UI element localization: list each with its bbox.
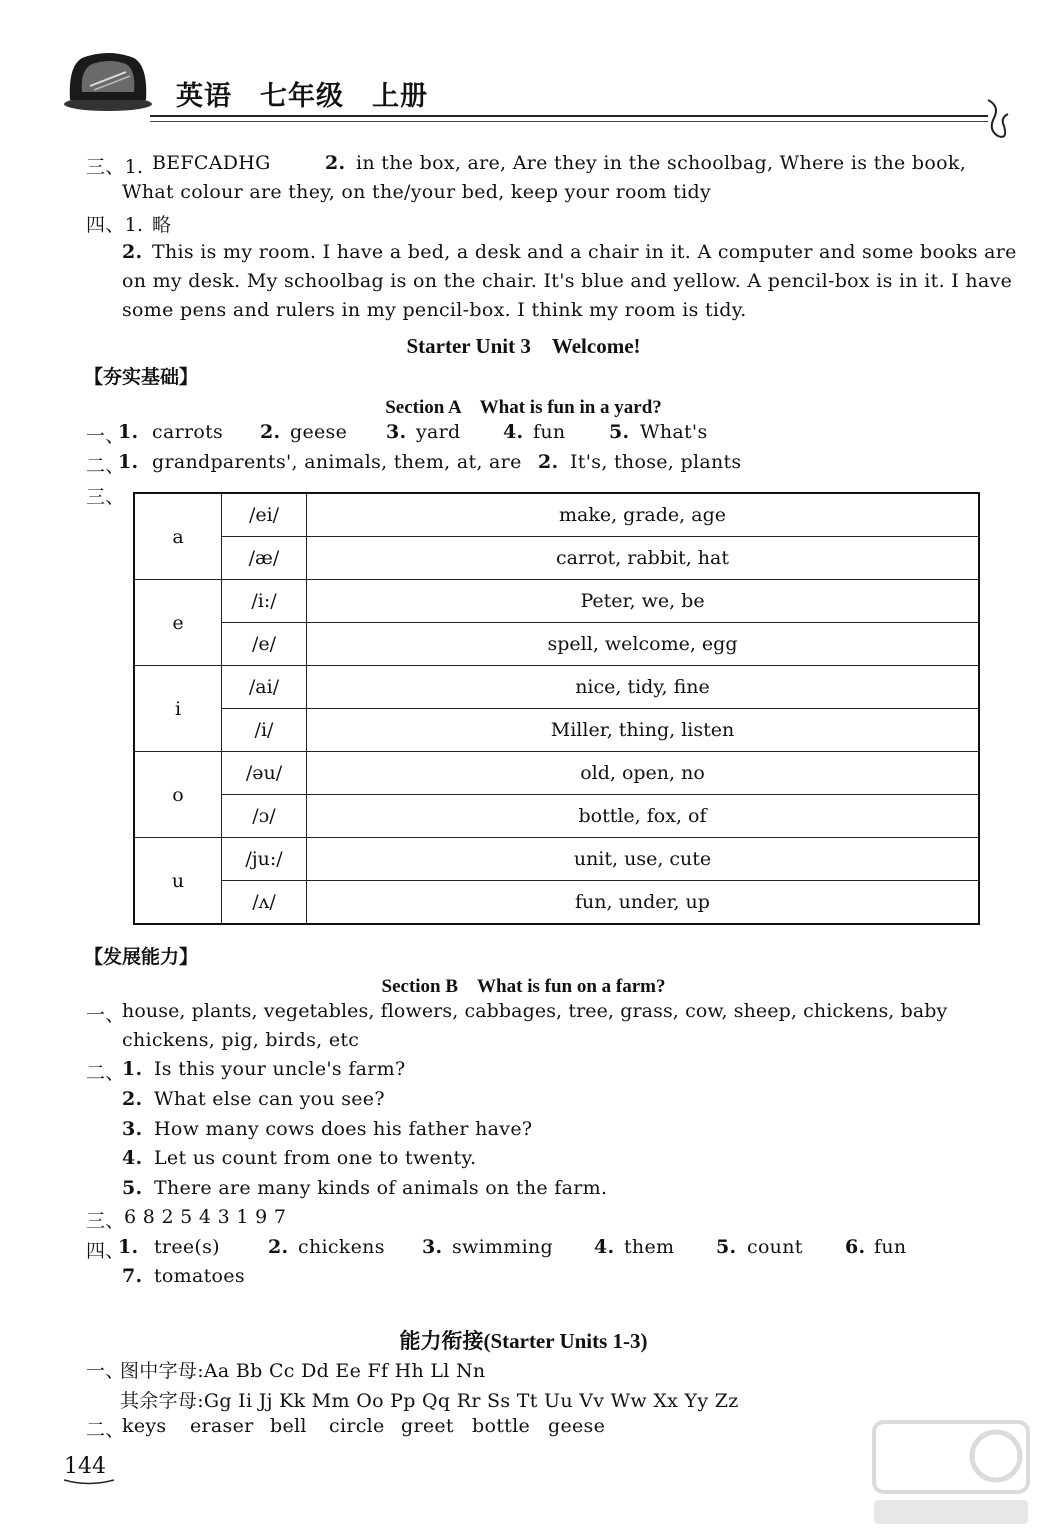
q4-answer-2-line3: some pens and rulers in my pencil-box. I think my room is tidy. [122,299,747,321]
a3-label: 三、 [86,486,125,508]
b1-answer-line2: chickens, pig, birds, etc [122,1029,360,1051]
letter-cell: u [134,838,222,925]
b4-answer: tree(s) [154,1236,220,1258]
header-rule [150,115,988,117]
table-row [134,493,979,537]
bridge-word: circle [329,1415,385,1437]
b4-answer: fun [874,1236,907,1258]
phonetic-cell: /i:/ [222,580,307,623]
a1-num: 2. [260,421,281,443]
phonetic-cell: /e/ [222,623,307,666]
letter-cell: i [134,666,222,752]
a1-num: 3. [386,421,407,443]
table-row [134,709,979,752]
phonetic-cell: /ʌ/ [222,881,307,925]
b2-num: 2. [122,1088,143,1110]
unit3-title: Starter Unit 3 Welcome! [406,334,641,358]
q4-label: 四、1. [86,214,144,236]
b4-num: 5. [716,1236,737,1258]
q3-answer-2-cont: What colour are they, on the/your bed, keep your room tidy [122,181,711,203]
b4-answer: swimming [452,1236,553,1258]
b2-label: 二、 [86,1062,125,1084]
a1-answer: yard [416,421,461,443]
b2-answer: There are many kinds of animals on the farm. [154,1177,608,1199]
table-row [134,537,979,580]
b4-num: 3. [422,1236,443,1258]
q3-num-2: 2. [325,152,346,174]
b2-answer: Let us count from one to twenty. [154,1147,477,1169]
words-cell: Peter, we, be [307,580,980,623]
b4-answer: chickens [298,1236,385,1258]
phonetic-cell: /ju:/ [222,838,307,881]
a1-answer: geese [290,421,348,443]
a2-num-1: 1. [118,451,139,473]
b3-label: 三、 [86,1210,125,1232]
b4-num: 6. [845,1236,866,1258]
b4-num: 1. [118,1236,139,1258]
phonetic-cell: /i/ [222,709,307,752]
b1-answer-line1: house, plants, vegetables, flowers, cabbages, tree, grass, cow, sheep, chickens, baby [122,1000,948,1022]
b1-label: 一、 [86,1004,125,1026]
bridge-l1-answer: 图中字母:Aa Bb Cc Dd Ee Ff Hh Ll Nn [120,1360,486,1382]
q3-label: 三、1. [86,156,144,178]
b4-answer: count [747,1236,803,1258]
bridge-word: greet [401,1415,454,1437]
b2-answer: Is this your uncle's farm? [154,1058,406,1080]
a1-num: 4. [503,421,524,443]
header-title: 英语 七年级 上册 [176,81,428,112]
bridge-l2-label: 二、 [86,1419,125,1441]
page-number: 144 [64,1454,106,1479]
q4-answer-1: 略 [152,214,172,236]
table-row [134,881,979,925]
phonetic-cell: /əu/ [222,752,307,795]
a1-label: 一、 [86,425,125,447]
letter-cell: o [134,752,222,838]
letter-cell: e [134,580,222,666]
a1-num: 1. [118,421,139,443]
b2-num: 5. [122,1177,143,1199]
section-a-title: Section A What is fun in a yard? [385,397,662,418]
words-cell: fun, under, up [307,881,980,925]
phonetic-cell: /ai/ [222,666,307,709]
table-row [134,838,979,881]
bridge-l1-label: 一、 [86,1360,125,1382]
book-logo-icon [60,46,156,112]
b2-answer: How many cows does his father have? [154,1118,533,1140]
bridge-word: keys [122,1415,167,1437]
bridge-l1-answer-rest: 其余字母:Gg Ii Jj Kk Mm Oo Pp Qq Rr Ss Tt Uu Vv Ww Xx Yy Zz [120,1390,739,1412]
phonetic-cell: /ɔ/ [222,795,307,838]
section-b-title: Section B What is fun on a farm? [381,976,666,997]
develop-heading: 【发展能力】 [84,946,199,968]
a1-num: 5. [609,421,630,443]
a1-answer: What's [640,421,708,443]
words-cell: old, open, no [307,752,980,795]
letter-cell: a [134,493,222,580]
table-row [134,752,979,795]
b2-answer: What else can you see? [154,1088,385,1110]
b2-num: 4. [122,1147,143,1169]
words-cell: spell, welcome, egg [307,623,980,666]
words-cell: unit, use, cute [307,838,980,881]
words-cell: make, grade, age [307,493,980,537]
b4-num-7: 7. [122,1265,143,1287]
bridge-word: bottle [472,1415,530,1437]
words-cell: nice, tidy, fine [307,666,980,709]
table-row [134,580,979,623]
bridge-title: 能力衔接(Starter Units 1-3) [399,1329,648,1353]
bridge-word: eraser [190,1415,254,1437]
curl-ornament-icon [978,96,1018,146]
bridge-word: geese [548,1415,606,1437]
table-row [134,666,979,709]
words-cell: Miller, thing, listen [307,709,980,752]
a1-answer: carrots [152,421,224,443]
b4-num: 4. [594,1236,615,1258]
a2-label: 二、 [86,455,125,477]
table-row [134,795,979,838]
table-row [134,623,979,666]
b2-num: 3. [122,1118,143,1140]
phonics-table [133,492,980,925]
page-number-swoosh-icon [64,1478,114,1486]
b4-num: 2. [268,1236,289,1258]
bridge-word: bell [270,1415,307,1437]
a2-answer-1: grandparents', animals, them, at, are [152,451,522,473]
q4-num-2: 2. [122,241,143,263]
phonetic-cell: /ei/ [222,493,307,537]
q4-answer-2-line1: This is my room. I have a bed, a desk and a chair in it. A computer and some books are [152,241,1017,263]
q3-answer-2: in the box, are, Are they in the schoolbag, Where is the book, [356,152,967,174]
b2-num: 1. [122,1058,143,1080]
a2-num-2: 2. [538,451,559,473]
b4-label: 四、 [86,1240,125,1262]
words-cell: carrot, rabbit, hat [307,537,980,580]
q3-answer-1: BEFCADHG [152,152,271,174]
a1-answer: fun [533,421,566,443]
b4-answer: them [624,1236,675,1258]
watermark-logo-icon [866,1412,1036,1530]
header-rule-thin [150,121,988,122]
basics-heading: 【夯实基础】 [84,366,199,388]
a2-answer-2: It's, those, plants [570,451,742,473]
words-cell: bottle, fox, of [307,795,980,838]
phonetic-cell: /æ/ [222,537,307,580]
b4-answer-7: tomatoes [154,1265,245,1287]
q4-answer-2-line2: on my desk. My schoolbag is on the chair. It's blue and yellow. A pencil-box is in it. I have [122,270,1013,292]
b3-answer: 6 8 2 5 4 3 1 9 7 [124,1206,287,1228]
